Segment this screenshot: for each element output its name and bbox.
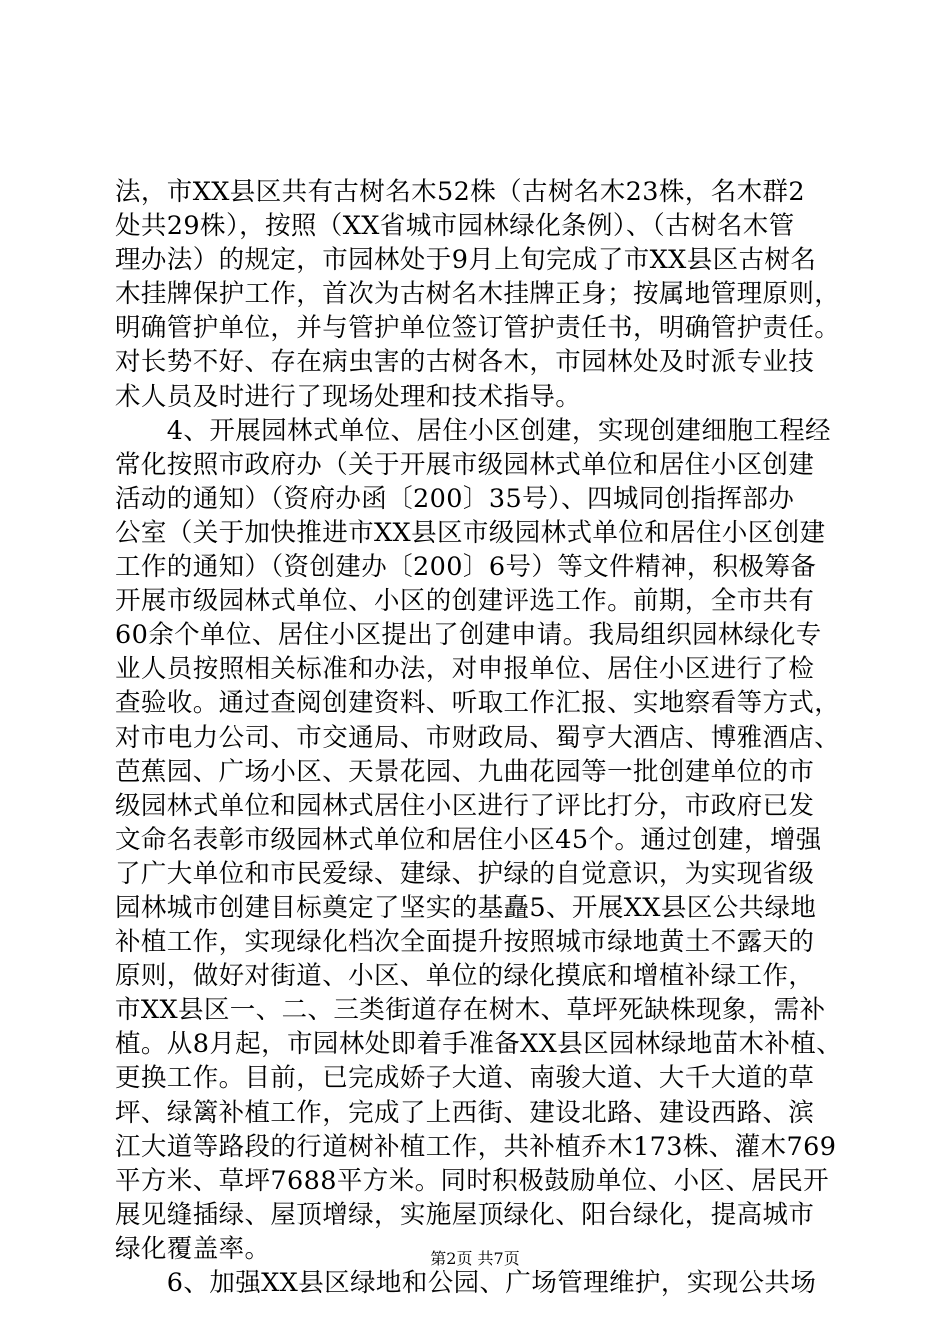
page-footer: 第2页 共7页 [430,1249,520,1268]
text-line: 展见缝插绿、屋顶增绿，实施屋顶绿化、阳台绿化，提高城市 [115,1199,815,1230]
text-line: 江大道等路段的行道树补植工作，共补植乔木173株、灌木769 [115,1131,837,1162]
text-line: 常化按照市政府办（关于开展市级园林式单位和居住小区创建 [115,449,815,480]
text-line: 开展市级园林式单位、小区的创建评选工作。前期，全市共有 [115,586,815,617]
text-line: 对长势不好、存在病虫害的古树各木，市园林处及时派专业技 [115,347,815,378]
text-line: 对市电力公司、市交通局、市财政局、蜀亨大酒店、博雅酒店、 [115,722,841,753]
text-line: 查验收。通过查阅创建资料、听取工作汇报、实地察看等方式， [115,688,841,719]
text-line: 文命名表彰市级园林式单位和居住小区45个。通过创建，增强 [115,824,822,855]
body-text [115,175,855,1300]
text-line: 明确管护单位，并与管护单位签订管护责任书，明确管护责任。 [115,313,841,344]
text-line: 市XX县区一、二、三类街道存在树木、草坪死缺株现象，需补 [115,995,826,1026]
text-line: 6、加强XX县区绿地和公园、广场管理维护，实现公共场 [115,1268,817,1298]
text-line: 术人员及时进行了现场处理和技术指导。 [115,381,582,412]
text-line: 补植工作，实现绿化档次全面提升按照城市绿地黄土不露天的 [115,927,815,958]
text-line: 更换工作。目前，已完成娇子大道、南骏大道、大千大道的草 [115,1063,815,1094]
text-line: 了广大单位和市民爱绿、建绿、护绿的自觉意识，为实现省级 [115,858,815,889]
text-line: 60余个单位、居住小区提出了创建申请。我局组织园林绿化专 [115,620,822,651]
text-line: 4、开展园林式单位、居住小区创建，实现创建细胞工程经 [115,415,831,446]
text-line: 园林城市创建目标奠定了坚实的基矗5、开展XX县区公共绿地 [115,892,817,923]
text-line: 平方米、草坪7688平方米。同时积极鼓励单位、小区、居民开 [115,1165,829,1196]
text-line: 坪、绿篱补植工作，完成了上西街、建设北路、建设西路、滨 [115,1097,815,1128]
text-line: 公室（关于加快推进市XX县区市级园林式单位和居住小区创建 [115,517,826,548]
text-line: 工作的通知）（资创建办〔200〕6号）等文件精神，积极筹备 [115,552,817,583]
text-line: 处共29株），按照（XX省城市园林绿化条例）、（古树名木管 [115,211,795,242]
text-line: 法，市XX县区共有古树名木52株（古树名木23株，名木群2 [115,177,806,207]
text-line: 级园林式单位和园林式居住小区进行了评比打分，市政府已发 [115,790,815,821]
text-line: 理办法）的规定，市园林处于9月上旬完成了市XX县区古树名 [115,245,817,276]
text-line: 植。从8月起，市园林处即着手准备XX县区园林绿地苗木补植、 [115,1029,843,1060]
text-line: 绿化覆盖率。 [115,1233,271,1264]
text-line: 木挂牌保护工作，首次为古树名木挂牌正身；按属地管理原则， [115,279,841,310]
text-line: 活动的通知）（资府办函〔200〕35号）、四城同创指挥部办 [115,483,795,514]
text-line: 芭蕉园、广场小区、天景花园、九曲花园等一批创建单位的市 [115,756,815,787]
text-line: 业人员按照相关标准和办法，对申报单位、居住小区进行了检 [115,654,815,685]
text-line: 原则，做好对街道、小区、单位的绿化摸底和增植补绿工作， [115,961,815,992]
